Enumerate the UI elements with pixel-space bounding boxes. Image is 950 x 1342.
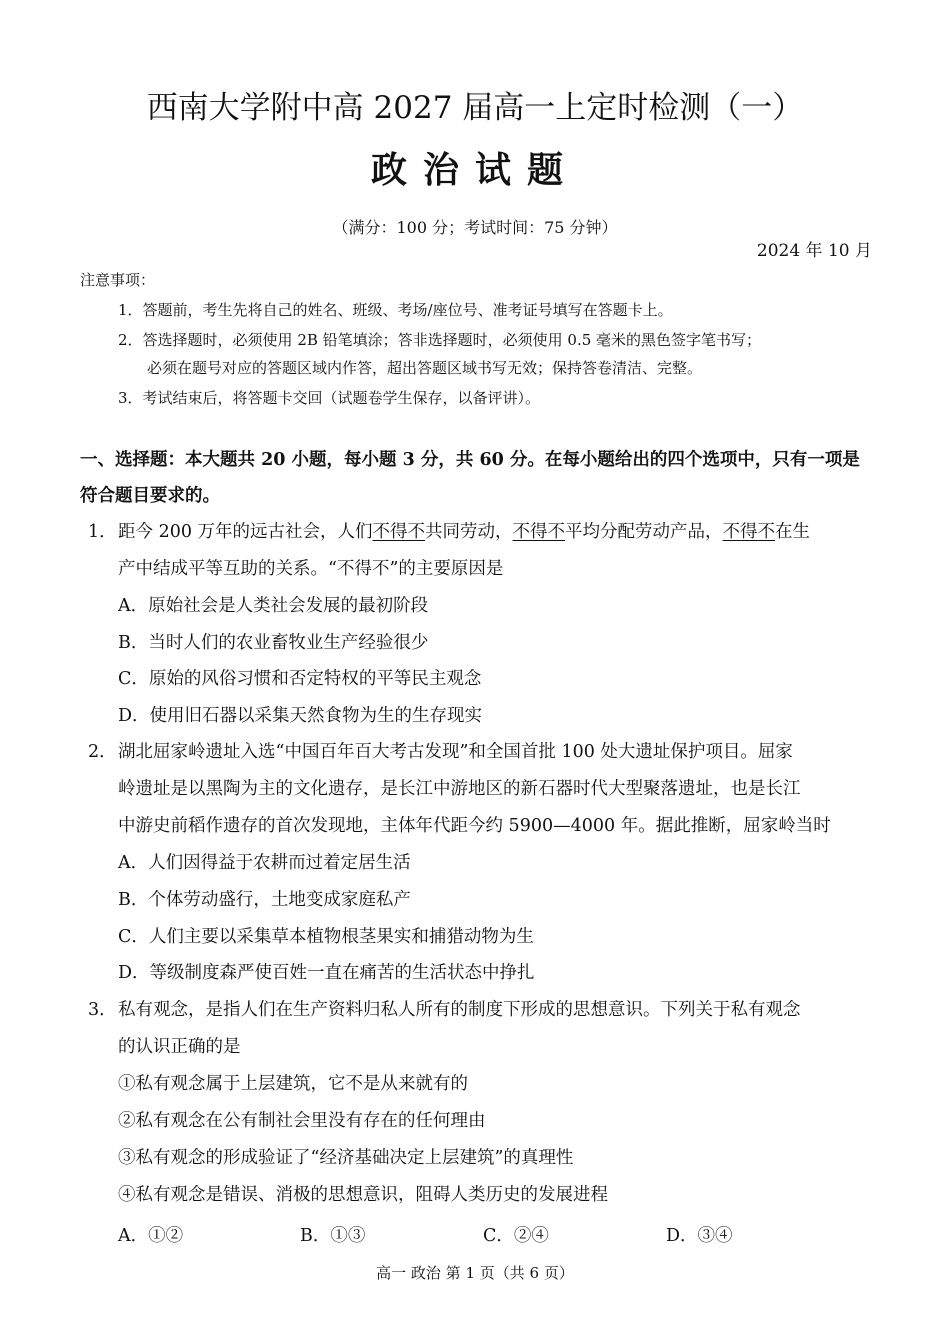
question-2-stem-line: 湖北屈家岭遗址入选“中国百年百大考古发现”和全国首批 100 处大遗址保护项目。屈家 <box>118 742 793 762</box>
question-1-option-c: C．原始的风俗习惯和否定特权的平等民主观念 <box>118 669 482 689</box>
question-3-statement: ③私有观念的形成验证了“经济基础决定上层建筑”的真理性 <box>118 1148 574 1168</box>
question-3-option-a: A．①② <box>118 1226 184 1246</box>
question-2-option-b: B．个体劳动盛行，土地变成家庭私产 <box>118 890 411 910</box>
section-heading: 一、选择题：本大题共 20 小题，每小题 3 分，共 60 分。在每小题给出的四个选项中，只有一项是符合题目要求的。 <box>80 450 860 506</box>
note-item: 2．答选择题时，必须使用 2B 铅笔填涂；答非选择题时，必须使用 0.5 毫米的黑色签字笔书写； <box>118 331 762 349</box>
exam-title: 西南大学附中高 2027 届高一上定时检测（一） <box>146 90 804 126</box>
question-3-option-d: D．③④ <box>666 1226 733 1246</box>
exam-meta: （满分：100 分；考试时间：75 分钟） <box>332 218 618 237</box>
question-3-stem-line: 的认识正确的是 <box>118 1037 241 1057</box>
exam-date: 2024 年 10 月 <box>756 241 872 261</box>
question-1-option-b: B．当时人们的农业畜牧业生产经验很少 <box>118 633 429 653</box>
question-3-statement: ④私有观念是错误、消极的思想意识，阻碍人类历史的发展进程 <box>118 1185 608 1205</box>
note-item: 3．考试结束后，将答题卡交回（试题卷学生保存，以备评讲）。 <box>118 389 541 407</box>
question-3-option-c: C．②④ <box>483 1226 549 1246</box>
question-1-stem: 距今 200 万年的远古社会，人们不得不共同劳动，不得不平均分配劳动产品，不得不在生 <box>118 522 811 542</box>
question-2-option-c: C．人们主要以采集草本植物根茎果实和捕猎动物为生 <box>118 927 534 947</box>
question-3-statement: ①私有观念属于上层建筑，它不是从来就有的 <box>118 1074 468 1094</box>
note-item: 1．答题前，考生先将自己的姓名、班级、考场/座位号、准考证号填写在答题卡上。 <box>118 301 673 319</box>
question-2-number: 2． <box>88 742 117 762</box>
note-item: 必须在题号对应的答题区域内作答，超出答题区域书写无效；保持答卷清洁、完整。 <box>147 359 703 377</box>
question-2-option-a: A．人们因得益于农耕而过着定居生活 <box>118 853 411 873</box>
question-2-stem-line: 中游史前稻作遗存的首次发现地，主体年代距今约 5900—4000 年。据此推断，屈家岭当时 <box>118 816 831 836</box>
question-1-option-d: D．使用旧石器以采集天然食物为生的生存现实 <box>118 706 483 726</box>
question-2-option-d: D．等级制度森严使百姓一直在痛苦的生活状态中挣扎 <box>118 963 535 983</box>
question-1-number: 1． <box>88 522 117 542</box>
subject-title: 政治试题 <box>370 149 579 191</box>
question-3-statement: ②私有观念在公有制社会里没有存在的任何理由 <box>118 1111 486 1131</box>
question-1-stem-line: 产中结成平等互助的关系。“不得不”的主要原因是 <box>118 559 504 579</box>
question-1-option-a: A．原始社会是人类社会发展的最初阶段 <box>118 596 429 616</box>
question-2-stem-line: 岭遗址是以黑陶为主的文化遗存，是长江中游地区的新石器时代大型聚落遗址，也是长江 <box>118 779 801 799</box>
question-3-number: 3． <box>88 1000 117 1020</box>
page-footer: 高一 政治 第 1 页（共 6 页） <box>376 1264 574 1282</box>
notes-heading: 注意事项： <box>80 271 156 289</box>
question-3-option-b: B．①③ <box>300 1226 366 1246</box>
question-3-stem-line: 私有观念，是指人们在生产资料归私人所有的制度下形成的思想意识。下列关于私有观念 <box>118 1000 801 1020</box>
